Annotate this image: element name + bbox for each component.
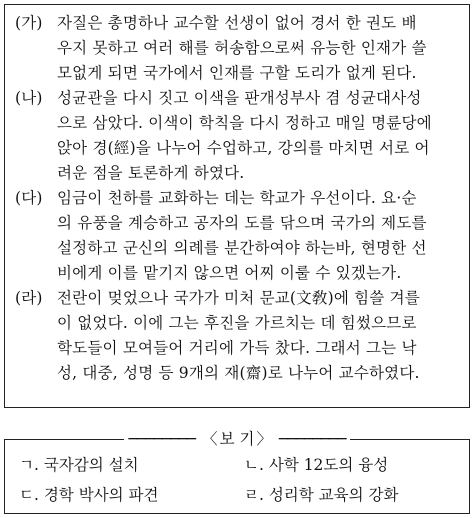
- passage-box: [4, 4, 470, 408]
- bogi-option-nieun: ㄴ. 사학 12도의 융성: [244, 456, 389, 474]
- bogi-title: 보 기: [219, 430, 255, 448]
- bogi-options: [19, 454, 459, 506]
- passage-line: 전란이 멎었으나 국가가 미처 문교(文敎)에 힘쓸 겨를: [57, 289, 420, 307]
- passage-line: 의 유풍을 계승하고 공자의 도를 닦으며 국가의 제도를: [57, 214, 427, 232]
- passage-line: 으로 삼았다. 이색이 학칙을 다시 정하고 매일 명륜당에: [57, 114, 432, 132]
- passage-line: 성, 대중, 성명 등 9개의 재(齋)로 나누어 교수하였다.: [57, 364, 420, 382]
- passage-da: [15, 186, 461, 286]
- passage-line: 이 없었다. 이에 그는 후진을 가르치는 데 힘썼으므로: [57, 314, 417, 332]
- passage-line: 모없게 되면 국가에서 인재를 구할 도리가 없게 된다.: [57, 64, 417, 82]
- passage-line: 앉아 경(經)을 나누어 수업하고, 강의를 마치면 서로 어: [57, 139, 430, 157]
- passage-line: 려운 점을 토론하게 하였다.: [57, 164, 245, 182]
- passage-line: 비에게 이를 맡기지 않으면 어찌 이룰 수 있겠는가.: [57, 264, 402, 282]
- passage-ga: [15, 11, 461, 86]
- passage-label: (다): [15, 189, 43, 207]
- passage-na: [15, 86, 461, 186]
- passage-label: (가): [15, 14, 43, 32]
- passage-label: (라): [15, 289, 43, 307]
- passage-line: 임금이 천하를 교화하는 데는 학교가 우선이다. 요·순: [57, 189, 417, 207]
- bogi-header: ──────── 〈 보 기 〉 ────────: [5, 428, 469, 450]
- passage-line: 학도들이 모여들어 거리에 가득 찼다. 그래서 그는 낙: [57, 339, 417, 357]
- passage-ra: [15, 286, 461, 386]
- bogi-option-digeut: ㄷ. 경학 박사의 파견: [19, 486, 159, 504]
- passage-line: 자질은 총명하나 교수할 선생이 없어 경서 한 권도 배: [57, 14, 417, 32]
- passage-line: 우지 못하고 여러 해를 허송함으로써 유능한 인재가 쓸: [57, 39, 427, 57]
- bogi-box: [4, 430, 470, 514]
- passage-label: (나): [15, 89, 43, 107]
- passage-line: 성균관을 다시 짓고 이색을 판개성부사 겸 성균대사성: [57, 89, 422, 107]
- bogi-option-rieul: ㄹ. 성리학 교육의 강화: [244, 486, 399, 504]
- passage-line: 설정하고 군신의 의례를 분간하여야 하는바, 현명한 선: [57, 239, 427, 257]
- bogi-option-giyeok: ㄱ. 국자감의 설치: [19, 456, 139, 474]
